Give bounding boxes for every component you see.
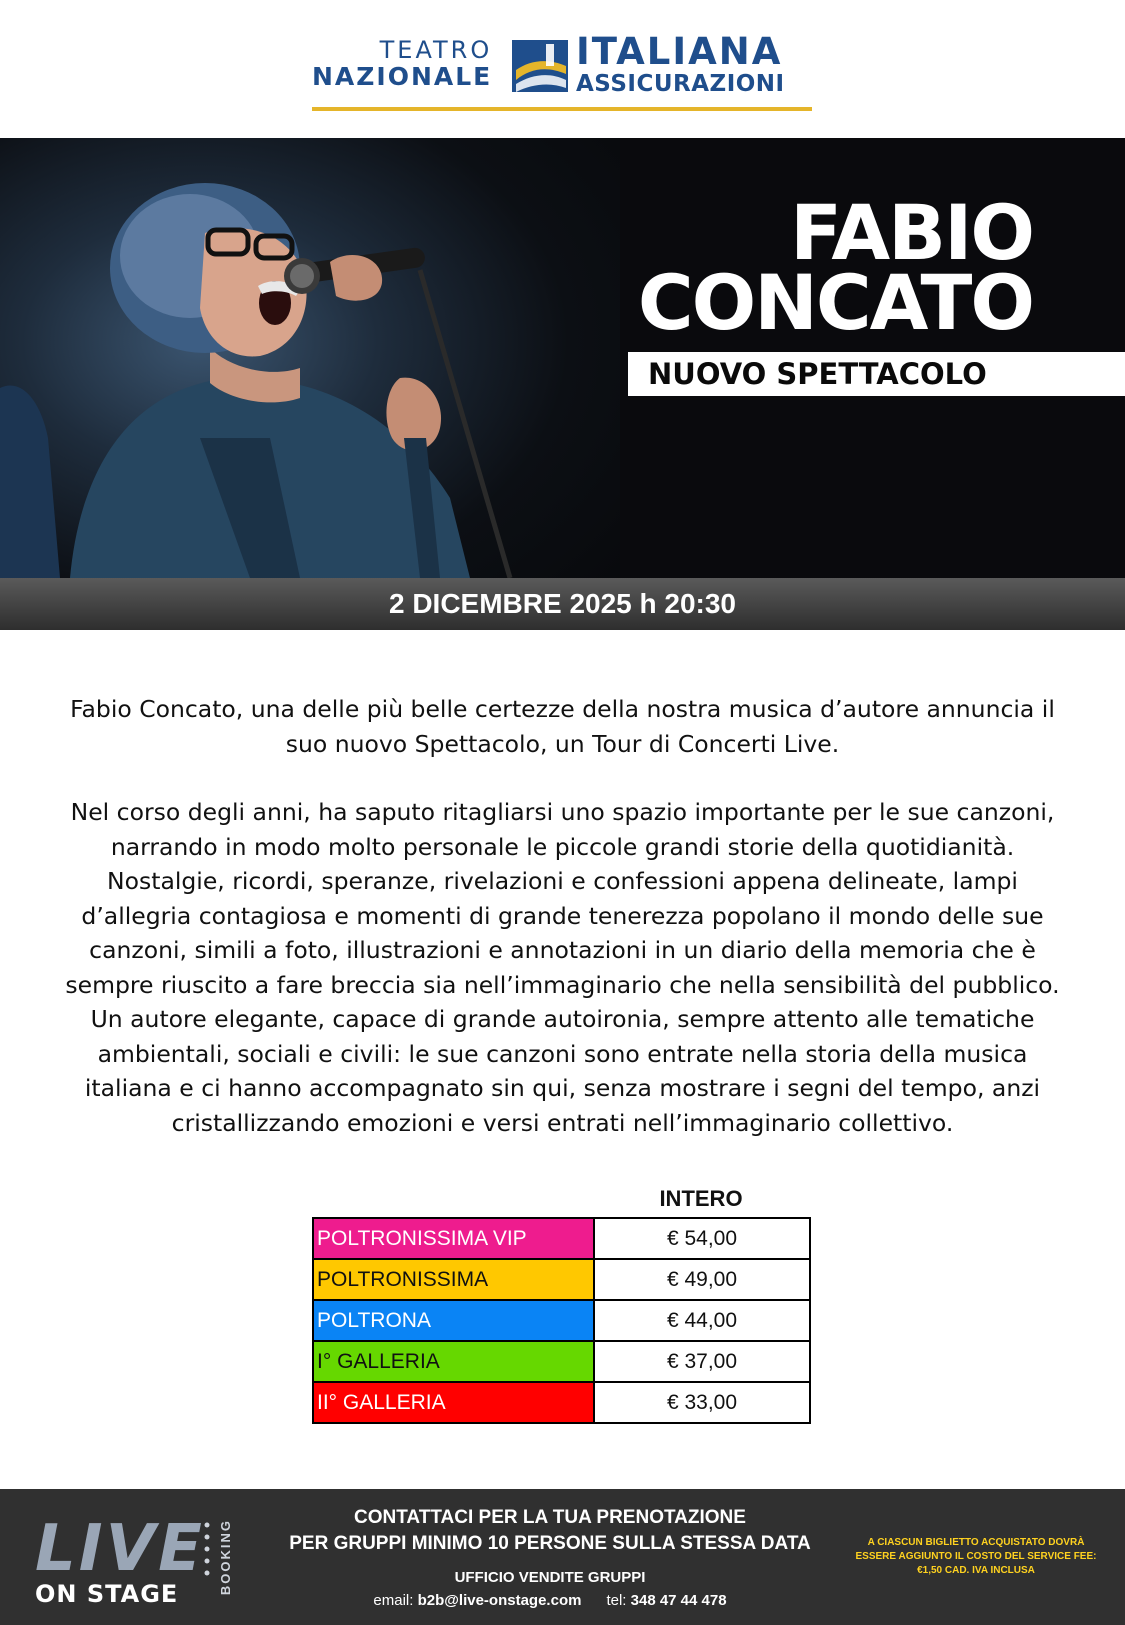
show-subtitle: NUOVO SPETTACOLO bbox=[628, 352, 1125, 396]
logo-booking: BOOKING bbox=[218, 1519, 233, 1596]
sponsor-logo-line2: ASSICURAZIONI bbox=[576, 71, 785, 97]
price-row bbox=[313, 1341, 810, 1382]
header bbox=[0, 0, 1125, 138]
price-row bbox=[313, 1382, 810, 1423]
seat-category: POLTRONISSIMA bbox=[313, 1259, 594, 1300]
sponsor-logo-line1: ITALIANA bbox=[576, 30, 783, 73]
price-column-header: INTERO bbox=[659, 1186, 743, 1211]
service-fee-note: A CIASCUN BIGLIETTO ACQUISTATO DOVRÀ ESSERE AGGIUNTO IL COSTO DEL SERVICE FEE: €1,50 CAD. IVA INCLUSA bbox=[855, 1537, 1097, 1576]
seat-price: € 37,00 bbox=[594, 1341, 810, 1382]
teatro-logo-line1: TEATRO bbox=[379, 36, 493, 64]
seat-category: I° GALLERIA bbox=[313, 1341, 594, 1382]
seat-category: II° GALLERIA bbox=[313, 1382, 594, 1423]
contact-line-2: PER GRUPPI MINIMO 10 PERSONE SULLA STESSA DATA bbox=[289, 1533, 811, 1554]
email-label: email: bbox=[373, 1592, 414, 1609]
contact-line-1: CONTATTACI PER LA TUA PRENOTAZIONE bbox=[354, 1507, 746, 1528]
teatro-logo-line2: NAZIONALE bbox=[312, 62, 493, 91]
price-row bbox=[313, 1259, 810, 1300]
artist-name bbox=[637, 188, 1033, 347]
live-on-stage-logo bbox=[35, 1512, 205, 1609]
event-description bbox=[60, 692, 1065, 1140]
singer-photo bbox=[0, 138, 640, 578]
description-paragraph-1: Fabio Concato, una delle più belle certezze della nostra musica d’autore annuncia il suo nuovo Spettacolo, un Tour di Concerti Live. bbox=[70, 695, 1055, 758]
description-paragraph-2: Nel corso degli anni, ha saputo ritagliarsi uno spazio importante per le sue canzoni, narrando in modo molto personale le piccole grandi storie della quotidianità. Nostalgie, ricordi, speranze, rivelazioni e confessioni appena delineate, lampi d’allegria contagiosa e momenti di grande tenerezza popolano il mondo delle sue canzoni, simili a foto, illustrazioni e annotazioni in un diario della memoria che è sempre riuscito a fare breccia sia nell’immaginario che nella sensibilità del pubblico. Un autore elegante, capace di grande autoironia, sempre attento alle tematiche ambientali, sociali e civili: le sue canzoni sono entrate nella storia della musica italiana e ci hanno accompagnato sin qui, senza mostrare i segni del tempo, anzi cristallizzando emozioni e versi entrati nell’immaginario collettivo. bbox=[65, 798, 1060, 1137]
seat-category: POLTRONA bbox=[313, 1300, 594, 1341]
logo-live: LIVE bbox=[35, 1512, 205, 1586]
logo-dots-icon bbox=[204, 1521, 210, 1581]
seat-price: € 54,00 bbox=[594, 1218, 810, 1259]
hero-banner bbox=[0, 138, 1125, 578]
email-link[interactable]: b2b@live-onstage.com bbox=[417, 1592, 582, 1609]
tel-label: tel: bbox=[606, 1592, 627, 1609]
sales-office: UFFICIO VENDITE GRUPPI bbox=[454, 1569, 646, 1586]
price-row bbox=[313, 1300, 810, 1341]
teatro-nazionale-logo bbox=[312, 36, 492, 91]
logo-divider bbox=[312, 107, 812, 111]
contact-details bbox=[270, 1589, 830, 1613]
price-table bbox=[312, 1217, 811, 1424]
seat-price: € 49,00 bbox=[594, 1259, 810, 1300]
price-row bbox=[313, 1218, 810, 1259]
italiana-assicurazioni-logo bbox=[576, 32, 785, 96]
phone-number[interactable]: 348 47 44 478 bbox=[630, 1592, 727, 1609]
seat-price: € 44,00 bbox=[594, 1300, 810, 1341]
artist-name-line1: FABIO bbox=[790, 188, 1033, 277]
seat-price: € 33,00 bbox=[594, 1382, 810, 1423]
footer bbox=[0, 1489, 1125, 1625]
artist-name-line2: CONCATO bbox=[637, 258, 1033, 347]
contact-block bbox=[270, 1505, 830, 1613]
event-date: 2 DICEMBRE 2025 h 20:30 bbox=[0, 578, 1125, 630]
seat-category: POLTRONISSIMA VIP bbox=[313, 1218, 594, 1259]
italiana-assicurazioni-mark-icon bbox=[512, 40, 568, 92]
logo-on-stage: ON STAGE bbox=[35, 1580, 179, 1608]
